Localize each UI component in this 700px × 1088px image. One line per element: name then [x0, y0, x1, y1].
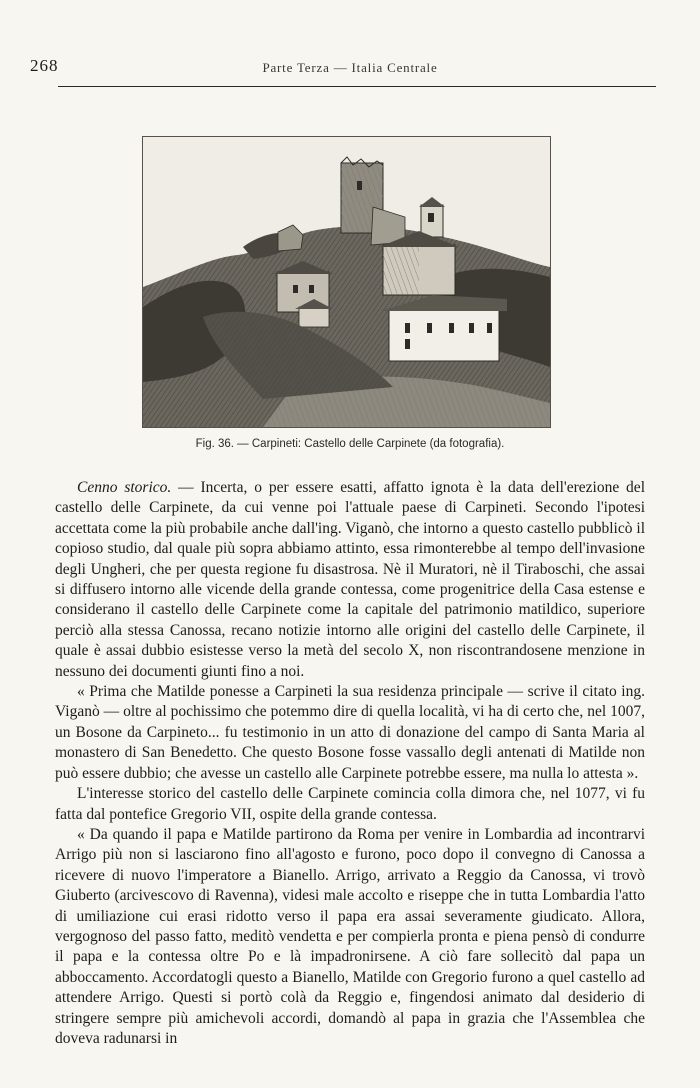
header-rule — [58, 86, 656, 87]
paragraph-3: L'interesse storico del castello delle Carpinete comincia colla dimora che, nel 1077, vi fu fatta dal pontefice Gregorio VII, ospite della grande contessa. — [55, 785, 645, 823]
running-header: Parte Terza — Italia Centrale — [262, 60, 438, 75]
page-number: 268 — [30, 56, 59, 75]
paragraph-1 — [55, 478, 645, 682]
castle-illustration — [143, 137, 550, 427]
body-text — [55, 478, 645, 1049]
paragraph-2: « Prima che Matilde ponesse a Carpineti la sua residenza principale — scrive il citato ing. Viganò — oltre al pochissimo che potemmo dire di quella località, vi ha di certo che, nel 1007, un Bosone da Carpineto... fu testimonio in un atto di donazione del campo di Santa Maria al monastero di San Benedetto. Che questo Bosone fosse vassallo degli antenati di Matilde non può essere dubbio; che avesse un castello alle Carpinete potrebbe essere, ma nulla lo attesta ». — [55, 683, 645, 782]
figure-caption: Fig. 36. — Carpineti: Castello delle Carpinete (da fotografia). — [195, 438, 505, 450]
section-lead: Cenno storico. — [77, 479, 172, 496]
castle-engraving — [142, 136, 551, 428]
paragraph-1-text: — Incerta, o per essere esatti, affatto ignota è la data dell'erezione del castello delle Carpinete, da cui venne poi l'attuale paese di Carpineti. Secondo l'ipotesi accettata come la più probabile anche dall'ing. Viganò, che intorno a questo castello pubblicò il copioso studio, dal quale più sopra abbiamo attinto, essa rimonterebbe al tempo dell'invasione degli Ungheri, che per questa regione fu disastrosa. Nè il Muratori, nè il Tiraboschi, che assai si diffusero intorno alle vicende della grande contessa, come progenitrice della Casa estense e considerano il castello delle Carpinete come la capitale del patrimonio matildico, superiore perciò alla stessa Canossa, recano notizie intorno alle origini del castello delle Carpinete, il quale è assai dubbio esistesse verso la metà del secolo X, non riscontrandosene menzione in nessuno dei documenti giunti fino a noi. — [55, 479, 645, 680]
paragraph-4: « Da quando il papa e Matilde partirono da Roma per venire in Lombardia ad incontrarvi Arrigo più non si lasciarono fino all'agosto e furono, poco dopo il convegno di Canossa a ricevere di nuovo l'imperatore a Bianello. Arrigo, arrivato a Reggio da Canossa, vi trovò Giuberto (arcivescovo di Ravenna), videsi male accolto e riseppe che in tutta Lombardia l'atto di umiliazione cui erasi ridotto verso il papa era assai severamente giudicato. Allora, vergognoso del passo fatto, meditò vendetta e per compierla pronta e piena pensò di condurre il papa e la contessa oltre Po e là impadronirsene. A ciò fare sollecitò dal papa un abboccamento. Accordatogli questo a Bianello, Matilde con Gregorio furono a quel castello ad attendere Arrigo. Questi si portò colà da Reggio e, fingendosi animato dal desiderio di stringere sempre più amichevoli accordi, domandò al papa in grazia che l'Assemblea che doveva radunarsi in — [55, 825, 645, 1047]
